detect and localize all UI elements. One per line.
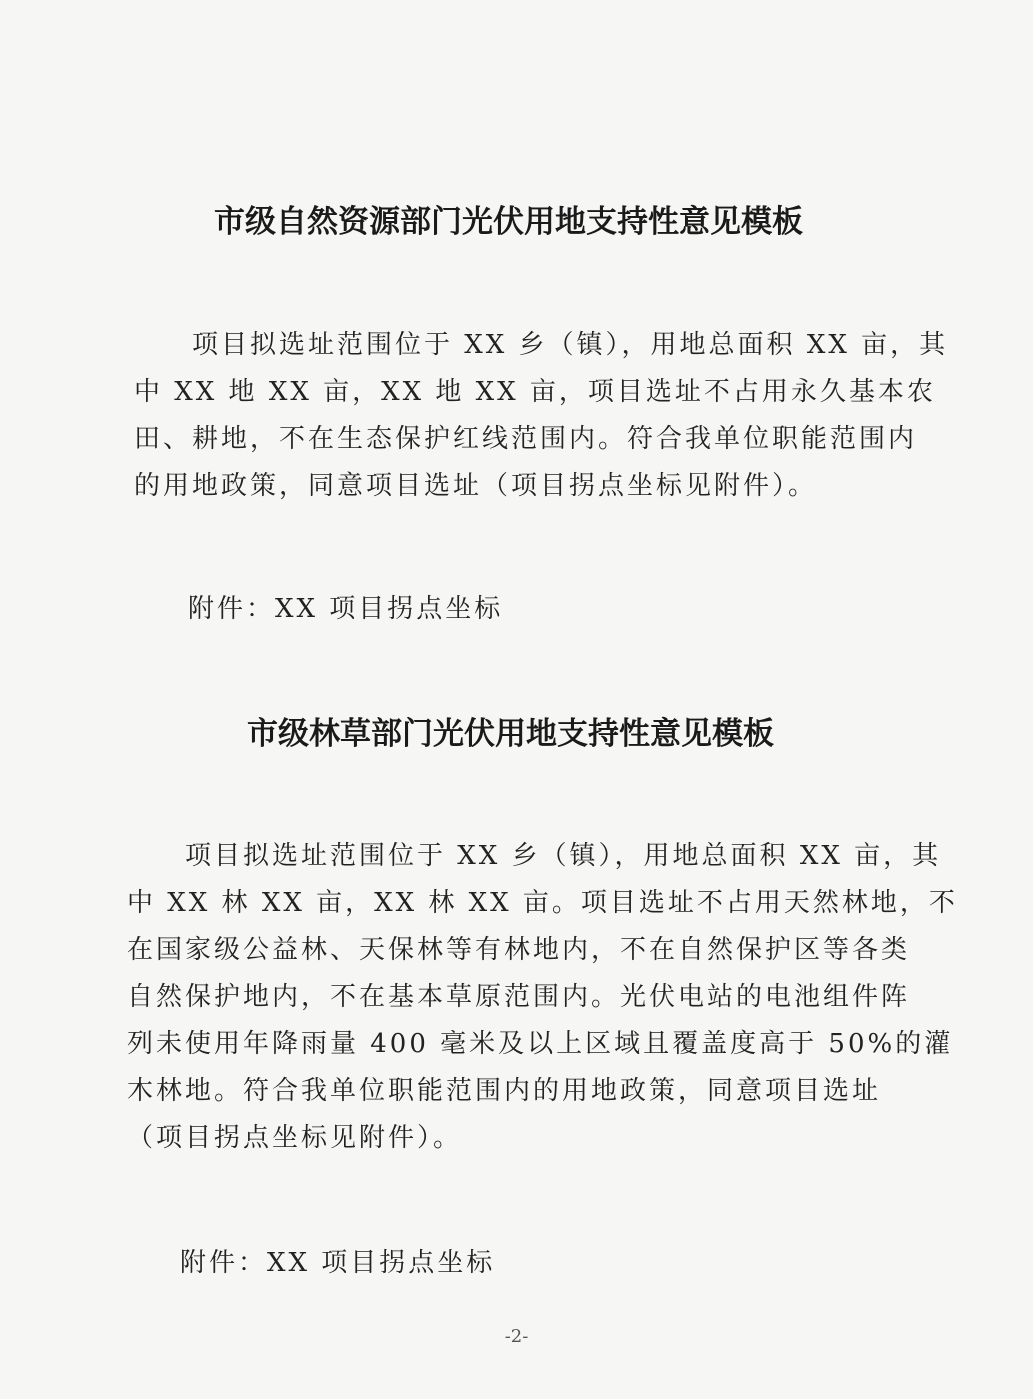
paragraph-line: 项目拟选址范围位于 XX 乡（镇），用地总面积 XX 亩，其 [185,841,942,871]
paragraph-line: 中 XX 地 XX 亩，XX 地 XX 亩，项目选址不占用永久基本农 [134,377,936,407]
paragraph-line: 的用地政策，同意项目选址（项目拐点坐标见附件）。 [134,471,818,501]
paragraph-line: 在国家级公益林、天保林等有林地内，不在自然保护区等各类 [127,935,911,965]
section-2-title: 市级林草部门光伏用地支持性意见模板 [247,716,774,752]
paragraph-line: 木林地。符合我单位职能范围内的用地政策，同意项目选址 [127,1076,882,1106]
paragraph-line: 中 XX 林 XX 亩，XX 林 XX 亩。项目选址不占用天然林地，不 [127,888,958,918]
paragraph-line: 田、耕地，不在生态保护红线范围内。符合我单位职能范围内 [134,424,918,454]
paragraph-line: （项目拐点坐标见附件）。 [127,1123,463,1153]
paragraph-line: 自然保护地内，不在基本草原范围内。光伏电站的电池组件阵 [127,982,911,1012]
section-2-attachment: 附件：XX 项目拐点坐标 [180,1248,496,1278]
section-1-title: 市级自然资源部门光伏用地支持性意见模板 [214,204,803,240]
section-2-paragraph [127,833,958,1162]
section-1-paragraph [134,322,949,510]
page-number: -2- [504,1326,529,1347]
section-1-attachment: 附件：XX 项目拐点坐标 [188,594,504,624]
paragraph-line: 项目拟选址范围位于 XX 乡（镇），用地总面积 XX 亩，其 [192,330,949,360]
paragraph-line: 列未使用年降雨量 400 毫米及以上区域且覆盖度高于 50%的灌 [127,1029,954,1059]
